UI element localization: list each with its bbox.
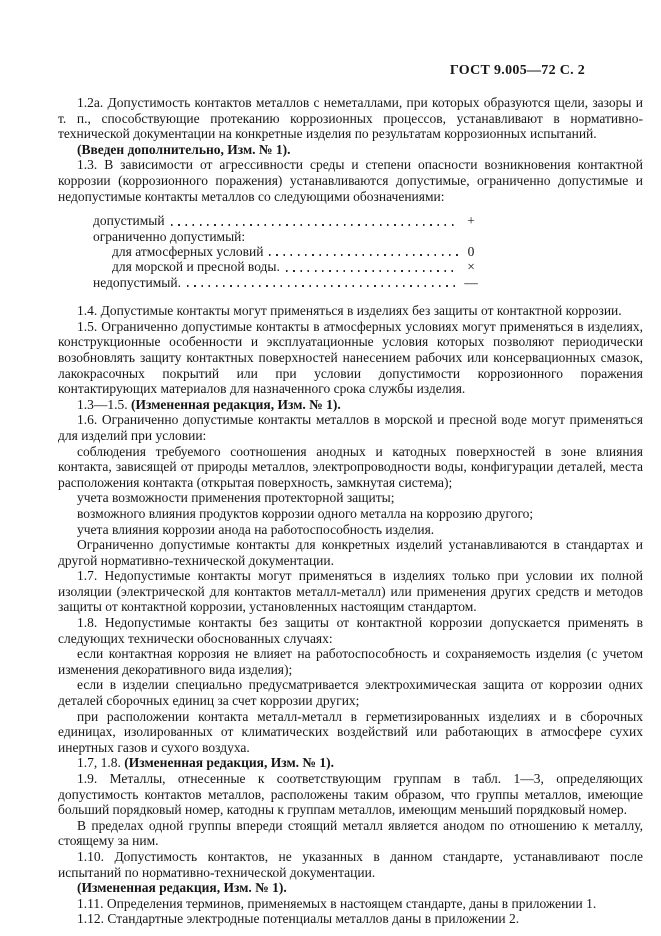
dot-leader xyxy=(286,270,459,272)
paragraph-1-2a: 1.2а. Допустимость контактов металлов с неметаллами, при которых образуются щели, зазоры и т. п., способствующие протеканию коррозионных процессов, устанавливают в нормативно-технической документации на конкретные изделия по результатам коррозионных испытаний. xyxy=(58,95,643,142)
paragraph-1-4: 1.4. Допустимые контакты могут применяться в изделиях без защиты от контактной коррозии. xyxy=(77,303,622,319)
paragraph-1-10: 1.10. Допустимость контактов, не указанных в данном стандарте, устанавливают после испытаний по нормативно-технической документации. xyxy=(58,848,643,880)
paragraph-1-7-1-8-note xyxy=(58,755,643,771)
paragraph-1-2a-note: (Введен дополнительно, Изм. № 1). xyxy=(77,141,291,157)
designation-row-limited-heading xyxy=(93,229,478,244)
paragraph-1-11: 1.11. Определения терминов, применяемых в настоящем стандарте, даны в приложении 1. xyxy=(77,895,597,911)
designation-label: для морской и пресной воды. xyxy=(112,259,280,275)
designation-symbol: 0 xyxy=(467,243,475,259)
designation-label: ограниченно допустимый: xyxy=(93,228,246,244)
designation-row-permissible xyxy=(93,213,478,228)
designation-label: допустимый xyxy=(93,213,165,229)
paragraph-1-9: 1.9. Металлы, отнесенные к соответствующим группам в табл. 1—3, определяющих допустимость контактов металлов, расположены таким образом, что группы металлов, имеющие больший порядковый номер, катодны к группам металлов, имеющим меньший порядковый номер. xyxy=(58,771,643,818)
paragraph-1-6-closing: Ограниченно допустимые контакты для конкретных изделий устанавливаются в стандартах и другой нормативно-технической документации. xyxy=(58,537,643,568)
doc-number: ГОСТ 9.005—72 С. 2 xyxy=(449,63,585,78)
designation-row-atmospheric xyxy=(112,244,478,259)
note-text: (Измененная редакция, Изм. № 1). xyxy=(124,755,334,771)
designation-row-sea-fresh-water xyxy=(112,259,478,274)
dot-leader xyxy=(171,224,459,226)
paragraph-1-3-1-5-note xyxy=(58,397,643,413)
paragraph-1-10-note: (Измененная редакция, Изм. № 1). xyxy=(77,880,287,896)
document-content xyxy=(58,95,643,927)
paragraph-1-9-continued: В пределах одной группы впереди стоящий металл является анодом по отношению к металлу, стоящему за ним. xyxy=(58,817,643,849)
page-header xyxy=(58,63,585,79)
paragraph-1-7: 1.7. Недопустимые контакты могут применяться в изделиях только при условии их полной изоляции (электрической для контактов металл-металл) или применения других средств и методов защиты от контактной коррозии, установленных настоящим стандартом. xyxy=(58,568,643,615)
paragraph-1-6-condition-1: соблюдения требуемого соотношения анодных и катодных поверхностей в зоне влияния контакта, зависящей от природы металлов, электропроводности воды, конфигурации деталей, места расположения контакта (открытая поверхность, замкнутая система); xyxy=(58,443,643,490)
designation-symbol: × xyxy=(467,259,475,275)
paragraph-1-5: 1.5. Ограниченно допустимые контакты в атмосферных условиях могут применяться в изделиях, конструкционные особенности и эксплуатационные условия которых позволяют периодически возобновлять защиту контактных поверхностей нанесением рабочих или консервационных смазок, лакокрасочных покрытий или при условии допустимости коррозионного поражения контактирующих материалов для назначенного срока службы изделия. xyxy=(58,318,643,397)
designation-symbol: — xyxy=(464,274,478,290)
designation-label: для атмосферных условий xyxy=(112,243,264,259)
note-clause-range: 1.3—1.5. xyxy=(77,396,131,412)
paragraph-1-8-case-3: при расположении контакта металл-металл в герметизированных изделиях и в сборочных единицах, изолированных от климатических воздействий или работающих в атмосфере сухих инертных газов и сухого воздуха. xyxy=(58,708,643,755)
designation-label: недопустимый. xyxy=(93,274,181,290)
paragraph-1-3: 1.3. В зависимости от агрессивности среды и степени опасности возникновения контактной коррозии (коррозионного поражения) устанавливаются допустимые, ограниченно допустимые и недопустимые контакты металлов со следующими обозначениями: xyxy=(58,157,643,204)
paragraph-1-8-case-1: если контактная коррозия не влияет на работоспособность и сохраняемость изделия (с учетом изменения декоративного вида изделия); xyxy=(58,646,643,677)
designation-row-impermissible xyxy=(93,275,478,290)
paragraph-1-8: 1.8. Недопустимые контакты без защиты от контактной коррозии допускается применять в следующих технически обоснованных случаях: xyxy=(58,615,643,646)
paragraph-1-6-condition-2: учета возможности применения протекторной защиты; xyxy=(77,490,395,506)
paragraph-1-8-case-2: если в изделии специально предусматривается электрохимическая защита от коррозии одних деталей сборочных единиц за счет коррозии других; xyxy=(58,677,643,709)
paragraph-1-12: 1.12. Стандартные электродные потенциалы металлов даны в приложении 2. xyxy=(77,911,520,927)
dot-leader xyxy=(269,254,459,256)
paragraph-1-6: 1.6. Ограниченно допустимые контакты металлов в морской и пресной воде могут применяться для изделий при условии: xyxy=(58,412,643,443)
note-text: (Измененная редакция, Изм. № 1). xyxy=(131,396,341,412)
paragraph-1-6-condition-4: учета влияния коррозии анода на работоспособность изделия. xyxy=(77,521,435,537)
designation-list xyxy=(93,213,478,290)
paragraph-1-6-condition-3: возможного влияния продуктов коррозии одного металла на коррозию другого; xyxy=(77,505,534,521)
dot-leader xyxy=(187,285,459,287)
note-clause-range: 1.7, 1.8. xyxy=(77,755,125,771)
designation-symbol: + xyxy=(467,213,475,229)
